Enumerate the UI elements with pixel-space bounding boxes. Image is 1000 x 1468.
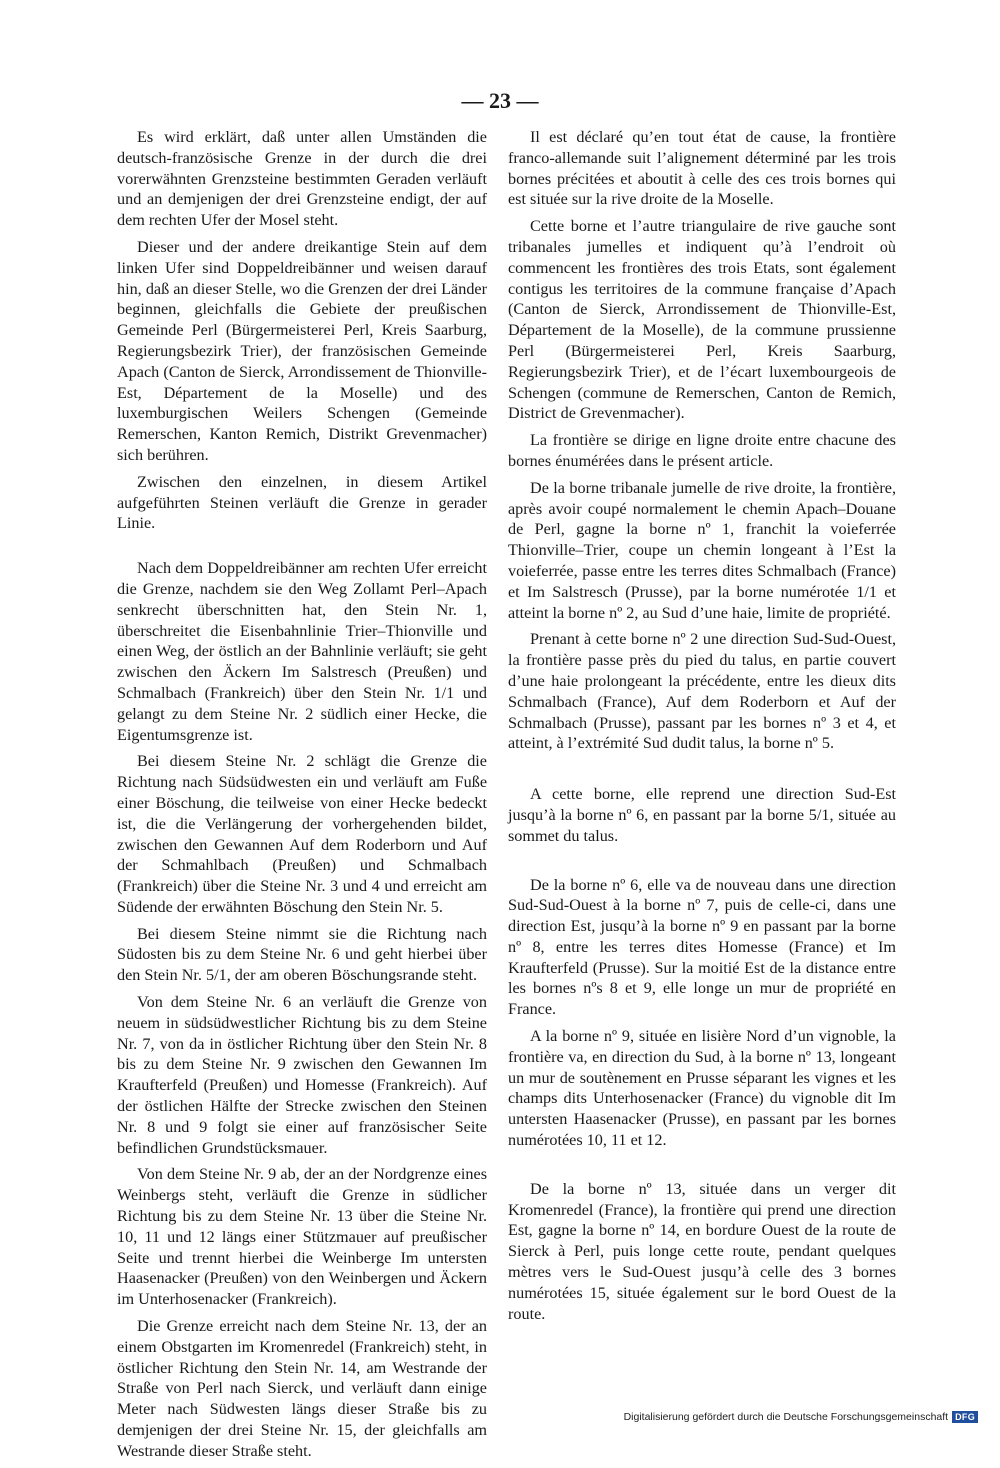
german-paragraph: Es wird erklärt, daß unter allen Umständen die deutsch-französische Grenze in der durch die drei vorerwähnten Grenzsteine bestimmten Geraden verläuft und an demjenigen der drei Grenzsteine endigt, der auf dem rechten Ufer der Mosel steht.: [117, 128, 487, 230]
german-paragraph: Die Grenze erreicht nach dem Steine Nr. 13, der an einem Obstgarten im Kromenredel (Frankreich) steht, in östlicher Richtung den Stein Nr. 14, am Westrande der Straße von Perl nach Sierck, und verläuft dann einige Meter nach Südwesten längs dieser Straße bis zu demjenigen der drei Steine Nr. 15, der gleichfalls am Westrande dieser Straße steht.: [117, 1317, 487, 1460]
german-paragraph: Bei diesem Steine Nr. 2 schlägt die Grenze die Richtung nach Südsüdwesten ein und verläuft am Fuße einer Böschung, die teilweise von einer Hecke bedeckt ist, die die Verlängerung der vorhergehenden bildet, zwischen den Gewannen Auf dem Roderborn und Auf der Schmahlbach (Preußen) und Schmalbach (Frankreich) über die Steine Nr. 3 und 4 und erreicht am Südende der erwähnten Böschung den Stein Nr. 5.: [117, 752, 487, 916]
french-paragraph: De la borne tribanale jumelle de rive droite, la frontière, après avoir coupé normalement le chemin Apach–Douane de Perl, gagne la borne nº 1, franchit la voieferrée Thionville–Trier, coupe un chemin longeant à l’Est la voieferrée, passe entre les terres dites Schmalbach (France) et Im Salstresch (Prusse), par la borne numérotée 1/1 et atteint la borne nº 2, au Sud d’une haie, limite de propriété.: [508, 478, 896, 622]
french-paragraph: Il est déclaré qu’en tout état de cause, la frontière franco-allemande suit l’alignement déterminé par les trois bornes précitées et aboutit à celle des ces trois bornes qui est située sur la rive droite de la Moselle.: [508, 128, 896, 209]
german-paragraph: Nach dem Doppeldreibänner am rechten Ufer erreicht die Grenze, nachdem sie den Weg Zollamt Perl–Apach senkrecht überschnitten hat, den Stein Nr. 1, überschreitet die Eisenbahnlinie Trier–Thionville und einen Weg, der östlich an der Bahnlinie verläuft; sie geht zwischen den Äckern Im Salstresch (Preußen) und Schmalbach (Frankreich) über den Stein Nr. 1/1 und gelangt zu dem Steine Nr. 2 südlich einer Hecke, die Eigentumsgrenze ist.: [117, 559, 487, 744]
page-number: — 23 —: [461, 88, 539, 113]
french-paragraph: Cette borne et l’autre triangulaire de rive gauche sont tribanales jumelles et indiquent qu’à l’endroit où commencent les frontières des trois Etats, sont également contigus les territoires de la commune française d’Apach (Canton de Sierck, Arrondissement de Thionville-Est, Département de la Moselle), de la commune prussienne Perl (Bürgermeisterei Perl, Kreis Saarburg, Regierungsbezirk Trier), et de l’écart luxembourgeois de Schengen (commune de Remerschen, Canton de Remich, District de Grevenmacher).: [508, 217, 896, 423]
french-column: [508, 127, 896, 1330]
german-paragraph: Bei diesem Steine nimmt sie die Richtung nach Südosten bis zu dem Steine Nr. 6 und geht hierbei über den Stein Nr. 5/1, der am oberen Böschungsrande steht.: [117, 924, 487, 985]
german-paragraph: Zwischen den einzelnen, in diesem Artikel aufgeführten Steinen verläuft die Grenze in gerader Linie.: [117, 472, 487, 533]
credit-text: Digitalisierung gefördert durch die Deutsche Forschungsgemeinschaft: [623, 1411, 949, 1423]
german-paragraph: Von dem Steine Nr. 6 an verläuft die Grenze von neuem in südsüdwestlicher Richtung bis zu dem Steine Nr. 7, von da in östlicher Richtung über den Stein Nr. 8 bis zu dem Steine Nr. 9 zwischen den Gewannen Im Kraufterfeld (Preußen) und Homesse (Frankreich). Auf der östlichen Hälfte der Strecke zwischen den Steinen Nr. 8 und 9 folgt sie einer auf französischer Seite befindlichen Grundstücksmauer.: [117, 993, 487, 1157]
french-paragraph: A cette borne, elle reprend une direction Sud-Est jusqu’à la borne nº 6, en passant par la borne 5/1, située au sommet du talus.: [508, 785, 896, 845]
dfg-logo: DFG: [952, 1411, 978, 1423]
german-paragraph: Dieser und der andere dreikantige Stein auf dem linken Ufer sind Doppeldreibänner und weisen darauf hin, daß an dieser Stelle, wo die Grenzen der drei Länder beginnen, gleichfalls die Gebiete der preußischen Gemeinde Perl (Bürgermeisterei Perl, Kreis Saarburg, Regierungsbezirk Trier), der französischen Gemeinde Apach (Canton de Sierck, Arrondissement de Thionville-Est, Département de la Moselle) und des luxemburgischen Weilers Schengen (Gemeinde Remerschen, Kanton Remich, Distrikt Grevenmacher) sich berühren.: [117, 237, 487, 464]
french-paragraph: De la borne nº 6, elle va de nouveau dans une direction Sud-Sud-Ouest à la borne nº 7, puis de celle-ci, dans une direction Est, jusqu’à la borne nº 9 en passant par la borne nº 8, entre les terres dites Homesse (France) et Im Kraufterfeld (Prusse). Sur la moitié Est de la distance entre les bornes nºs 8 et 9, elle longe un mur de propriété en France.: [508, 875, 896, 1019]
digitization-credit: [624, 1411, 978, 1423]
german-paragraph: Von dem Steine Nr. 9 ab, der an der Nordgrenze eines Weinbergs steht, verläuft die Grenze in südlicher Richtung bis zu dem Steine Nr. 13 über die Steine Nr. 10, 11 und 12 längs einer Stützmauer auf preußischer Seite und trennt hierbei die Weinberge Im untersten Haasenacker (Preußen) von den Weinbergen und Äckern im Unterhosenacker (Frankreich).: [117, 1165, 487, 1309]
french-paragraph: De la borne nº 13, située dans un verger dit Kromenredel (France), la frontière qui prend une direction Est, gagne la borne nº 14, en bordure Ouest de la route de Sierck à Perl, puis longe cette route, pendant quelques mètres vers le Sud-Ouest jusqu’à celle des 3 bornes numérotées 15, située également sur le bord Ouest de la route.: [508, 1179, 896, 1323]
french-paragraph: A la borne nº 9, située en lisière Nord d’un vignoble, la frontière va, en direction du Sud, à la borne nº 13, longeant un mur de soutènement en Prusse séparant les vignes et les champs dits Unterhosenacker (France) du vignoble dit Im untersten Haasenacker (Prusse), en passant par les bornes numérotées 10, 11 et 12.: [508, 1027, 896, 1150]
french-paragraph: Prenant à cette borne nº 2 une direction Sud-Sud-Ouest, la frontière passe près du pied du talus, en partie couvert d’une haie prolongeant la précédente, entre les dieux dits Schmalbach (France), Auf dem Roderborn et Auf der Schmalbach (Prusse), passant par les bornes nº 3 et 4, et atteint, à l’extrémité Sud dudit talus, la borne nº 5.: [508, 630, 896, 753]
german-column: [117, 127, 487, 1468]
french-paragraph: La frontière se dirige en ligne droite entre chacune des bornes énumérées dans le présent article.: [508, 431, 896, 470]
